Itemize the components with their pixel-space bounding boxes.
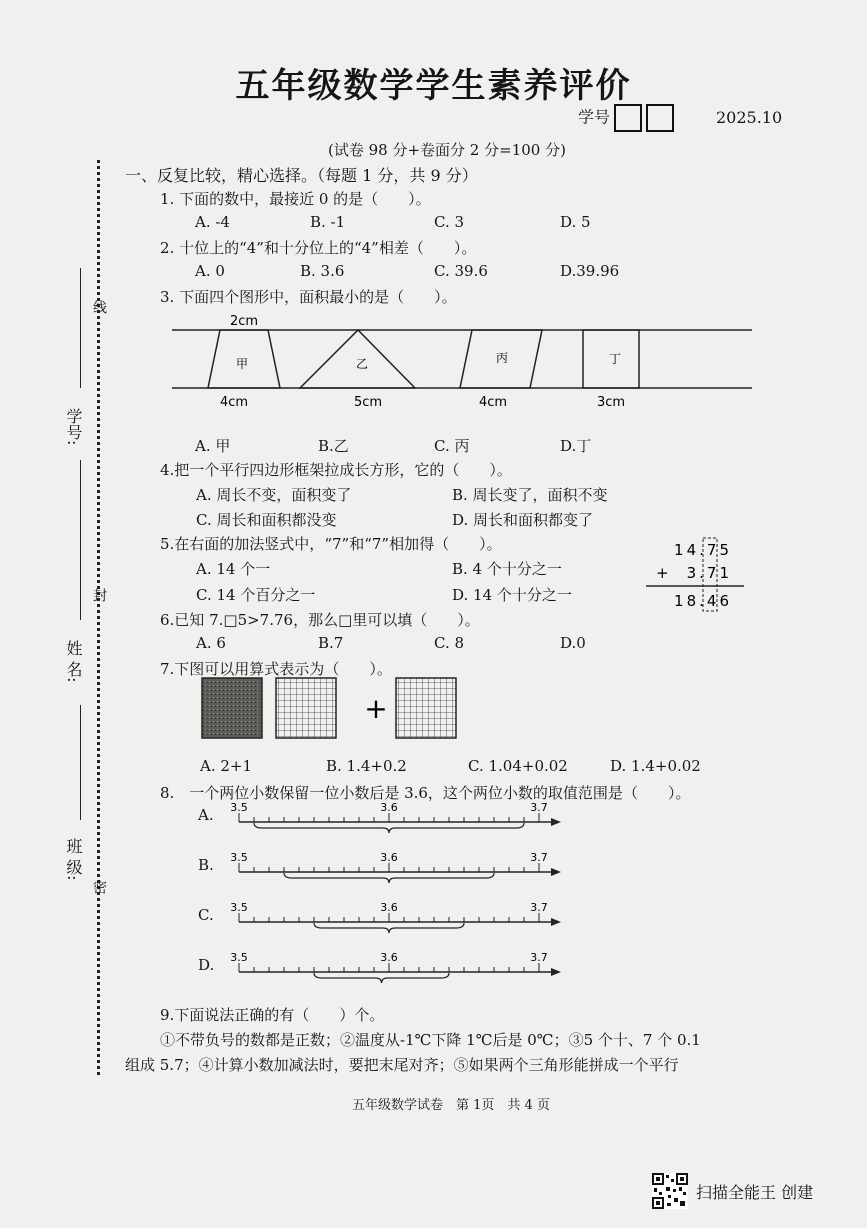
qr-code-icon [652,1173,688,1209]
tick-label: 3.5 [230,901,248,914]
q6-option-b: B.7 [318,634,344,652]
sum: 18.46 [674,592,732,610]
q8-option-a: A. [198,806,214,824]
score-note: (试卷 98 分+卷面分 2 分=100 分) [328,141,566,159]
range-brace [284,873,494,883]
seal-mark: 封 [91,588,107,602]
tick-label: 3.7 [530,801,548,814]
number-line-row [230,851,561,883]
tick-label: 3.6 [380,851,398,864]
hundred-grid-2 [396,678,456,738]
id-label: 学号: [64,408,83,446]
number-line-row [230,951,561,983]
binding-dotted-line [97,160,100,1075]
dim-label: 3cm [596,395,626,410]
q2-option-c: C. 39.6 [434,262,488,280]
q2-option-b: B. 3.6 [300,262,345,280]
q4-option-a: A. 周长不变，面积变了 [196,486,352,504]
tick-label: 3.5 [230,851,248,864]
id-box-1 [614,104,642,132]
exam-title: 五年级数学学生素养评价 [235,66,632,106]
q2-stem: 2. 十位上的“4”和十分位上的“4”相差（ ）。 [160,239,477,257]
q6-stem: 6.已知 7.□5>7.76，那么□里可以填（ ）。 [160,611,480,629]
q7-grid-figure [200,676,470,742]
axis-arrow [551,918,561,926]
dim-label: 4cm [219,395,249,410]
scanner-watermark: 扫描全能王 创建 [696,1183,814,1202]
q3-option-c: C. 丙 [434,437,470,455]
addend-2: 3.71 [686,564,732,582]
q1-option-a: A. -4 [195,213,230,231]
q6-option-a: A. 6 [196,634,226,652]
q3-option-a: A. 甲 [195,437,231,455]
axis-arrow [551,868,561,876]
q6-option-d: D.0 [560,634,586,652]
axis-arrow [551,968,561,976]
q7-plus-sign: + [364,692,388,725]
range-brace [314,923,464,933]
section-heading: 一、反复比较，精心选择。（每题 1 分，共 9 分） [125,166,478,185]
rule-line [80,460,81,620]
q3-option-d: D.丁 [560,437,592,455]
tick-label: 3.6 [380,801,398,814]
q1-option-d: D. 5 [560,213,591,231]
q8-number-lines [225,795,565,990]
id-box-2 [646,104,674,132]
q7-option-d: D. 1.4+0.02 [610,757,701,775]
student-id-label: 学号 [578,107,611,127]
number-line-row [230,901,561,933]
q8-stem: 8. 一个两位小数保留一位小数后是 3.6，这个两位小数的取值范围是（ ）。 [160,784,691,802]
student-id-field [578,104,674,132]
plus-sign: + [656,564,669,582]
q4-option-d: D. 周长和面积都变了 [452,511,594,529]
q2-option-a: A. 0 [195,262,225,280]
q7-option-c: C. 1.04+0.02 [468,757,568,775]
q4-option-c: C. 周长和面积都没变 [196,511,337,529]
axis-arrow [551,818,561,826]
q4-option-b: B. 周长变了，面积不变 [452,486,608,504]
exam-date: 2025.10 [716,108,783,127]
q3-top-dim: 2cm [230,314,259,329]
q5-option-a: A. 14 个一 [196,560,271,578]
seal-mark: 密 [91,880,107,894]
q2-option-d: D.39.96 [560,262,620,280]
line-mark: 线 [91,300,107,314]
q9-text-line-2: 组成 5.7；④计算小数加减法时，要把末尾对齐；⑤如果两个三角形能拼成一个平行 [125,1056,679,1074]
full-shaded-grid [202,678,262,738]
q5-option-d: D. 14 个十分之一 [452,586,572,604]
tick-label: 3.5 [230,951,248,964]
shape-label: 甲 [235,357,249,371]
number-line-row [230,801,561,833]
range-brace [314,973,449,983]
hundred-grid-1 [276,678,336,738]
tick-label: 3.7 [530,951,548,964]
q9-stem: 9.下面说法正确的有（ ）个。 [160,1006,385,1024]
tick-label: 3.6 [380,951,398,964]
tick-label: 3.7 [530,851,548,864]
tick-label: 3.5 [230,801,248,814]
q9-text-line-1: ①不带负号的数都是正数；②温度从-1℃下降 1℃后是 0℃；③5 个十、7 个 0.1 [160,1031,701,1049]
q3-stem: 3. 下面四个图形中，面积最小的是（ ）。 [160,288,457,306]
page-footer: 五年级数学试卷 第 1页 共 4 页 [352,1098,550,1113]
name-label: 姓 名: [64,640,83,683]
tick-label: 3.7 [530,901,548,914]
q5-vertical-addition [640,536,752,616]
q7-option-b: B. 1.4+0.2 [326,757,407,775]
shape-label: 丙 [495,351,509,365]
q1-stem: 1. 下面的数中，最接近 0 的是（ ）。 [160,190,431,208]
q8-option-c: C. [198,906,214,924]
rule-line [80,705,81,820]
q4-stem: 4.把一个平行四边形框架拉成长方形，它的（ ）。 [160,461,512,479]
q3-shapes-figure [170,310,755,415]
q6-option-c: C. 8 [434,634,465,652]
q3-option-b: B.乙 [318,437,349,455]
q8-option-d: D. [198,956,215,974]
q7-option-a: A. 2+1 [200,757,253,775]
rule-line [80,268,81,388]
dim-label: 4cm [478,395,508,410]
addend-1: 14.75 [674,541,732,559]
q5-stem: 5.在右面的加法竖式中，“7”和“7”相加得（ ）。 [160,535,502,553]
class-label: 班 级: [64,838,83,881]
shape-label: 丁 [608,352,622,366]
shape-label: 乙 [355,357,369,371]
dim-label: 5cm [353,395,383,410]
q7-stem: 7.下图可以用算式表示为（ ）。 [160,660,392,678]
q5-option-b: B. 4 个十分之一 [452,560,562,578]
q5-option-c: C. 14 个百分之一 [196,586,316,604]
q1-option-b: B. -1 [310,213,346,231]
range-brace [254,823,524,833]
q1-option-c: C. 3 [434,213,465,231]
q8-option-b: B. [198,856,214,874]
tick-label: 3.6 [380,901,398,914]
